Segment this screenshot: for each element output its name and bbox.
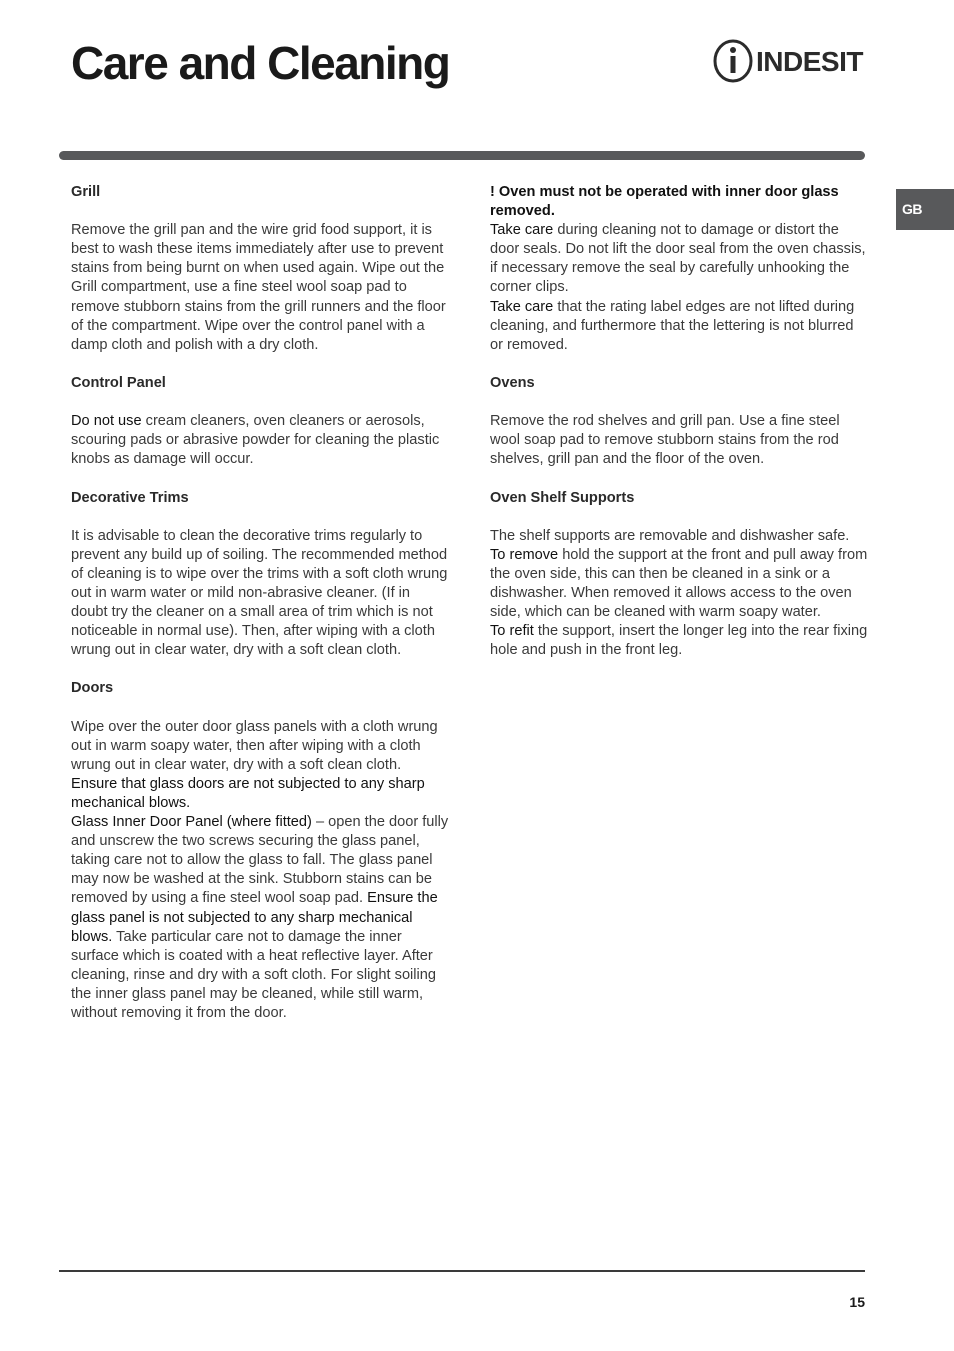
inner-glass-warning: ! Oven must not be operated with inner door glass removed. — [490, 184, 839, 220]
ovens-text: Remove the rod shelves and grill pan. Use a fine steel wool soap pad to remove stubborn stains from the rod shelves, grill pan and the floor of the oven. — [490, 413, 840, 468]
language-tab: GB — [896, 189, 954, 230]
right-column — [490, 183, 868, 660]
grill-text: Remove the grill pan and the wire grid food support, it is best to wash these items immediately after use to prevent stains from being burnt on when used again. Wipe out the Grill compartment, use a fine steel wool soap pad to remove stubborn stains from the grill runners and the floor of the compartment. Wipe over the control panel with a damp cloth and polish with a dry cloth. — [71, 222, 446, 353]
glass-doors-warning: Ensure that glass doors are not subjected to any sharp mechanical blows. — [71, 775, 425, 811]
door-seal-text: Take care during cleaning not to damage or distort the door seals. Do not lift the door seal from the oven chassis, if necessary remove the seal by carefully unhooking the corner clips. — [490, 222, 866, 296]
doors-text: Wipe over the outer door glass panels with a cloth wrung out in warm soapy water, then after wiping with a cloth wrung out in clear water, dry with a soft clean cloth. Ensure that glass doors are not subjected to any sharp mechanical blows. Glass Inner Door Panel (where fitted) – open the door fully and unscrew the two screws securing the glass panel, taking care not to allow the glass to fall. The glass panel may now be washed at the sink. Stubborn stains can be removed by using a fine steel wool soap pad. Ensure the glass panel is not subjected to any sharp mechanical blows. Take particular care not to damage the inner surface which is coated with a heat reflective layer. After cleaning, rinse and dry with a soft cloth. For slight soiling the inner glass panel may be cleaned, while still warm, without removing it from the door. — [71, 718, 449, 1022]
footer-rule — [59, 1270, 865, 1272]
control-panel-text: Do not use cream cleaners, oven cleaners or aerosols, scouring pads or abrasive powder for cleaning the plastic knobs as damage will occur. — [71, 413, 440, 468]
indesit-logo — [712, 38, 868, 84]
control-panel-heading: Control Panel — [71, 374, 166, 391]
do-not-use-emphasis: Do not use — [71, 413, 142, 430]
svg-text:INDESIT: INDESIT — [756, 46, 863, 77]
shelf-supports-text: The shelf supports are removable and dishwasher safe. — [490, 527, 850, 544]
header-rule — [59, 151, 865, 160]
shelf-supports-heading: Oven Shelf Supports — [490, 489, 635, 506]
rating-label-text: Take care that the rating label edges are not lifted during cleaning, and furthermore that the lettering is not blurred or removed. — [490, 298, 855, 353]
inner-door-panel-label: Glass Inner Door Panel (where fitted) — [71, 814, 312, 831]
to-refit-text: To refit the support, insert the longer leg into the rear fixing hole and push in the front leg. — [490, 623, 868, 659]
trims-heading: Decorative Trims — [71, 489, 189, 506]
left-column — [71, 183, 449, 1023]
ovens-heading: Ovens — [490, 374, 535, 391]
to-remove-text: To remove hold the support at the front and pull away from the oven side, this can then be cleaned in a sink or a dishwasher. When removed it allows access to the oven side, which can be cleaned with warm soapy water. — [490, 546, 868, 621]
trims-text: It is advisable to clean the decorative trims regularly to prevent any build up of soiling. The recommended method of cleaning is to wipe over the trims with a soft cloth wrung out in warm water or mild non-abrasive cleaner. (If in doubt try the cleaner on a small area of trim which is not noticeable in normal use). Then, after wiping with a cloth wrung out in clear water, dry with a soft clean cloth. — [71, 527, 448, 659]
page-title: Care and Cleaning — [71, 37, 450, 89]
grill-heading: Grill — [71, 184, 101, 200]
page-number: 15 — [849, 1294, 865, 1310]
glass-panel-warning: Ensure the glass panel is not subjected to any sharp mechanical blows. — [71, 890, 438, 945]
doors-heading: Doors — [71, 680, 114, 697]
